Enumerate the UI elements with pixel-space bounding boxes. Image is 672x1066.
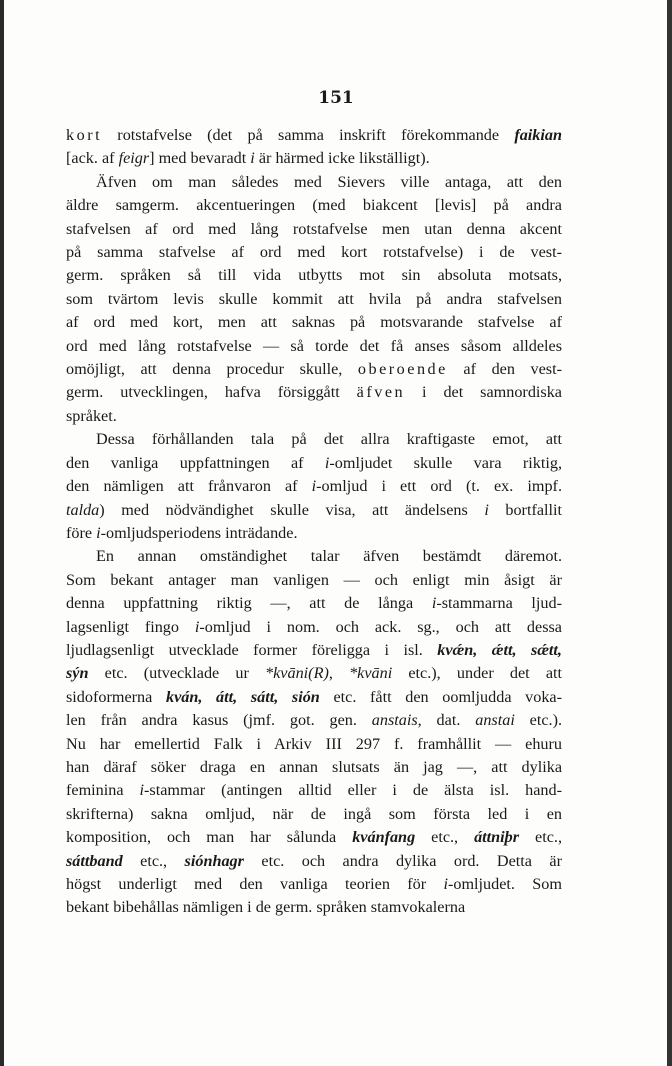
text-line xyxy=(66,358,562,381)
text-line xyxy=(66,662,562,685)
text-run: , dat. xyxy=(417,711,476,730)
text-run: -omljud i nom. och ack. sg., och att dessa xyxy=(199,617,562,636)
text-line xyxy=(66,218,562,241)
text-run: på samma stafvelse af ord med kort rotstafvelse) i de vest- xyxy=(66,243,562,262)
text-run: ] med bevaradt xyxy=(149,149,251,168)
text-line xyxy=(66,475,562,498)
text-run: germ. utvecklingen, hafva försiggått xyxy=(66,383,357,402)
text-run: språket. xyxy=(66,406,117,425)
text-run: Dessa förhållanden tala på det allra kraftigaste emot, att xyxy=(96,430,562,449)
body-text xyxy=(66,124,562,920)
text-line xyxy=(66,124,562,147)
spaced-text: kort xyxy=(66,126,103,144)
text-run: äldre samgerm. akcentueringen (med biakcent [levis] på andra xyxy=(66,196,562,215)
text-line xyxy=(66,733,562,756)
text-line xyxy=(66,381,562,404)
text-line xyxy=(66,896,562,919)
text-run: Som bekant antager man vanligen — och enligt min åsigt är xyxy=(66,570,562,589)
text-run: skrifterna) sakna omljud, när de ingå som första led i en xyxy=(66,804,562,823)
italic-text: i xyxy=(194,617,200,636)
page-edge-right xyxy=(667,0,672,1066)
text-run: len från andra kasus (jmf. got. gen. xyxy=(66,711,372,730)
page-edge-left xyxy=(0,0,4,1066)
italic-text: kvánfang xyxy=(352,828,416,847)
italic-text: i xyxy=(250,149,255,168)
text-run: etc.). xyxy=(514,711,563,730)
text-line xyxy=(66,288,562,311)
text-run: lagsenligt fingo xyxy=(66,617,195,636)
text-line xyxy=(66,850,562,873)
text-line xyxy=(66,428,562,451)
text-run: etc., xyxy=(122,851,185,870)
text-run: etc., xyxy=(519,828,562,847)
paragraph xyxy=(66,545,562,920)
text-run: etc. fått den oomljudda voka- xyxy=(319,687,563,706)
text-line xyxy=(66,241,562,264)
text-line xyxy=(66,405,562,428)
text-line xyxy=(66,171,562,194)
text-line xyxy=(66,592,562,615)
italic-text: *kvāni(R) xyxy=(265,664,329,683)
text-run: -omljudet. Som xyxy=(447,875,562,893)
page-number: 151 xyxy=(318,88,354,108)
text-run: rotstafvelse (det på samma inskrift förekommande xyxy=(102,126,515,144)
italic-text: feigr xyxy=(118,149,150,168)
text-line xyxy=(66,569,562,592)
text-run: bekant bibehållas nämligen i de germ. språken stamvokalerna xyxy=(66,898,466,917)
italic-text: i xyxy=(431,594,437,613)
text-run: som tvärtom levis skulle kommit att hvila på andra stafvelsen xyxy=(66,289,562,308)
text-run: af den vest- xyxy=(447,360,562,379)
text-run: -omljudet skulle vara riktig, xyxy=(329,453,562,472)
text-run: stafvelsen af ord med lång rotstafvelse men utan denna akcent xyxy=(66,219,562,238)
text-line xyxy=(66,709,562,732)
text-run: En annan omständighet talar äfven bestämdt däremot. xyxy=(96,547,562,566)
text-run: Nu har emellertid Falk i Arkiv III 297 f. framhållit — ehuru xyxy=(66,734,562,753)
text-run: han däraf söker draga en annan slutsats än jag —, att dylika xyxy=(66,757,562,776)
text-run: etc., xyxy=(415,828,475,847)
text-run: högst underligt med den vanliga teorien för xyxy=(66,875,444,893)
italic-text: anstais xyxy=(371,711,418,730)
text-run: etc.), under det att xyxy=(392,664,563,683)
text-line xyxy=(66,147,562,170)
text-run: -stammar (antingen alltid eller i de älsta isl. hand- xyxy=(144,781,562,800)
text-run: [ack. af xyxy=(66,149,119,168)
text-run: -omljudsperiodens inträdande. xyxy=(100,523,298,542)
paragraph xyxy=(66,124,562,171)
italic-text: i xyxy=(96,523,101,542)
text-run: ) med nödvändighet skulle visa, att ändelsens xyxy=(99,500,485,519)
italic-text: i xyxy=(484,500,489,519)
text-line xyxy=(66,779,562,802)
text-line xyxy=(66,639,562,662)
italic-text: i xyxy=(443,875,448,893)
text-run: germ. språken så till vida utbytts mot sin absoluta motsats, xyxy=(66,266,562,285)
italic-text: sýn xyxy=(66,664,89,683)
paragraph xyxy=(66,428,562,545)
text-line xyxy=(66,616,562,639)
text-line xyxy=(66,826,562,849)
text-run: ljudlagsenligt utvecklade former föreligga i isl. xyxy=(66,640,438,659)
italic-text: anstai xyxy=(475,711,515,730)
text-run: den nämligen att frånvaron af xyxy=(66,477,312,496)
text-run: ord med lång rotstafvelse — så torde det få anses såsom alldeles xyxy=(66,336,562,355)
text-run: den vanliga uppfattningen af xyxy=(66,453,325,472)
italic-text: sáttband xyxy=(66,851,123,870)
italic-text: talda xyxy=(66,500,100,519)
text-run: feminina xyxy=(66,781,140,800)
text-run: denna uppfattning riktig —, att de långa xyxy=(66,594,432,613)
text-run: bortfallit xyxy=(488,500,563,519)
text-run: Äfven om man således med Sievers ville antaga, att den xyxy=(96,172,562,191)
text-line xyxy=(66,499,562,522)
text-run: komposition, och man har sålunda xyxy=(66,828,353,847)
text-run: -stammarna ljud- xyxy=(436,594,563,613)
text-run: är härmed icke likställigt). xyxy=(254,149,430,168)
text-run: , xyxy=(328,664,350,683)
text-run: sidoformerna xyxy=(66,687,166,706)
spaced-text: äfven xyxy=(356,383,406,402)
text-line xyxy=(66,873,562,896)
italic-text: i xyxy=(311,477,317,496)
italic-text: kvǽn, ǽtt, sǽtt, xyxy=(437,640,562,659)
text-line xyxy=(66,335,562,358)
text-run: -omljud i ett ord (t. ex. impf. xyxy=(316,477,562,496)
italic-text: i xyxy=(139,781,145,800)
italic-text: kván, átt, sátt, sión xyxy=(165,687,320,706)
text-run: af ord med kort, men att saknas på motsvarande stafvelse af xyxy=(66,313,562,332)
italic-text: i xyxy=(324,453,330,472)
text-line xyxy=(66,522,562,545)
text-line xyxy=(66,311,562,334)
text-line xyxy=(66,194,562,217)
text-line xyxy=(66,545,562,568)
italic-text: faikian xyxy=(514,126,562,144)
text-run: omöjligt, att denna procedur skulle, xyxy=(66,360,358,379)
italic-text: áttniþr xyxy=(474,828,520,847)
text-run: i det samnordiska xyxy=(405,383,562,402)
text-line xyxy=(66,803,562,826)
italic-text: siónhagr xyxy=(184,851,244,870)
spaced-text: oberoende xyxy=(357,360,448,379)
text-run: etc. och andra dylika ord. Detta är xyxy=(243,851,562,870)
italic-text: *kvāni xyxy=(349,664,393,683)
text-line xyxy=(66,264,562,287)
text-line xyxy=(66,756,562,779)
text-run: före xyxy=(66,523,97,542)
text-run: etc. (utvecklade ur xyxy=(88,664,266,683)
text-line xyxy=(66,686,562,709)
text-line xyxy=(66,452,562,475)
paragraph xyxy=(66,171,562,428)
